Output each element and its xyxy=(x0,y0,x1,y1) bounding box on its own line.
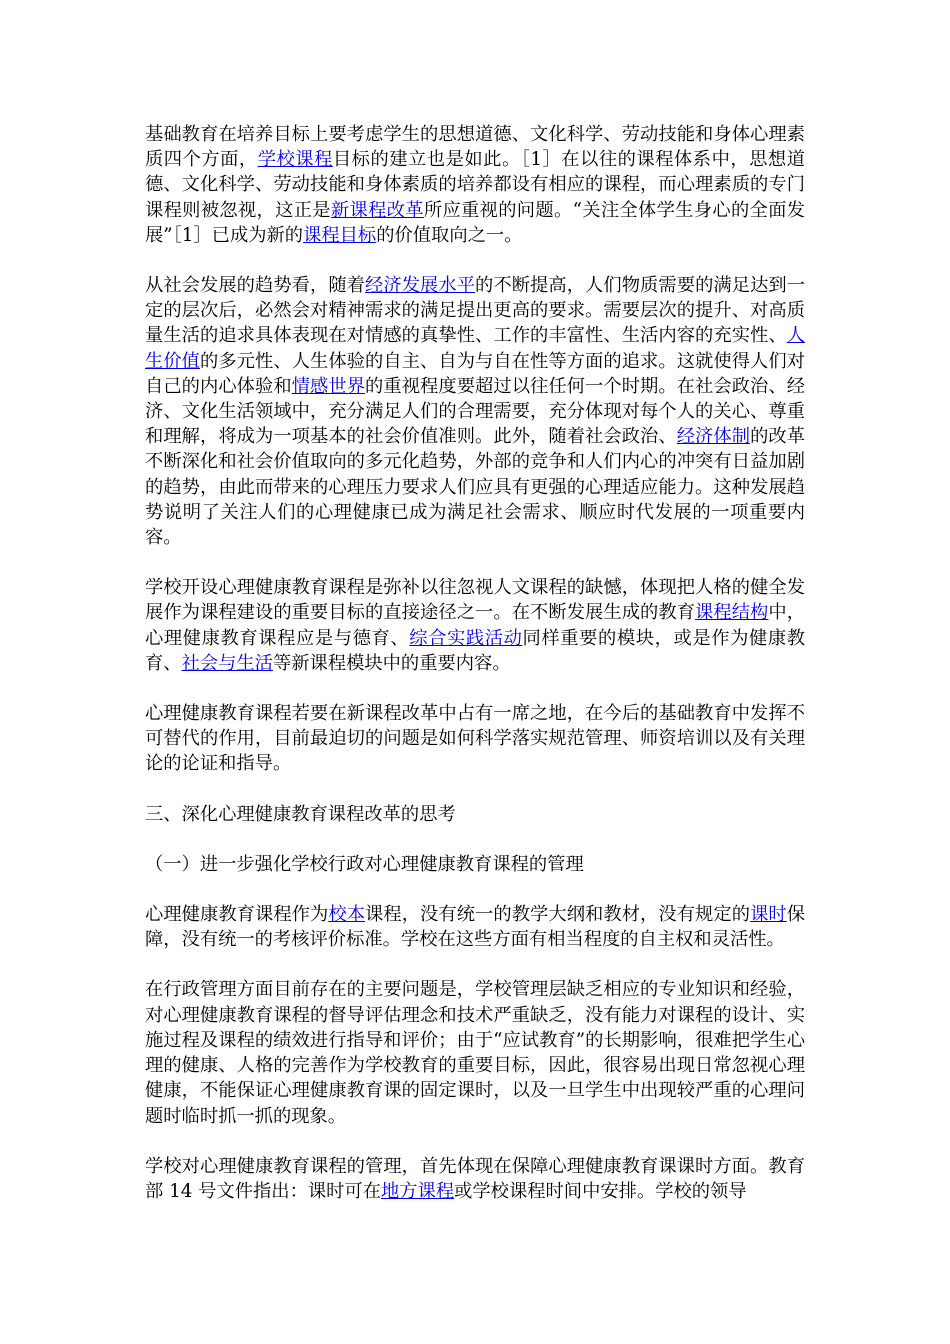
text-run: 基础教育在培养目标上要考虑学生的思想道德、文化科学、劳动技能和身体心理素质四个方面， xyxy=(145,124,805,171)
text-run: 从社会发展的趋势看，随着 xyxy=(145,275,366,297)
paragraph-3 xyxy=(145,575,805,676)
text-run: 的价值取向之一。 xyxy=(376,224,523,246)
link-school-based[interactable]: 校本 xyxy=(328,904,366,926)
link-new-curriculum-reform[interactable]: 新课程改革 xyxy=(330,199,424,221)
text-run: 的多元性、人生体验的自主、自为与自在性等方面的追求。这就使得人们对自己的内心体验和 xyxy=(145,350,806,397)
paragraph-7 xyxy=(145,1154,805,1204)
text-run: 的改革不断深化和社会价值取向的多元化趋势，外部的竞争和人们内心的冲突有日益加剧的趋势，由此而带来的心理压力要求人们应具有更强的心理适应能力。这种发展趋势说明了关注人们的心理健康已成为满足社会需求、顺应时代发展的一项重要内容。 xyxy=(145,426,806,549)
text-run: 学校开设心理健康教育课程是弥补以往忽视人文课程的缺憾，体现把人格的健全发展作为课程建设的重要目标的直接途径之一。在不断发展生成的教育 xyxy=(145,577,805,624)
link-school-curriculum[interactable]: 学校课程 xyxy=(257,149,333,171)
text-run: 心理健康教育课程作为 xyxy=(145,904,329,926)
text-run: 的不断提高，人们物质需要的满足达到一定的层次后，必然会对精神需求的满足提出更高的要求。需要层次的提升、对高质量生活的追求具体表现在对情感的真挚性、工作的丰富性、生活内容的充实性、 xyxy=(145,275,806,347)
text-run: 在行政管理方面目前存在的主要问题是，学校管理层缺乏相应的专业知识和经验，对心理健康教育课程的督导评估理念和技术严重缺乏，没有能力对课程的设计、实施过程及课程的绩效进行指导和评价；由于“应试教育”的长期影响，很难把学生心理的健康、人格的完善作为学校教育的重要目标，因此，很容易出现日常忽视心理健康，不能保证心理健康教育课的固定课时，以及一旦学生中出现较严重的心理问题时临时抓一抓的现象。 xyxy=(145,979,805,1127)
text-run: 同样重要的模块，或是作为健康教育、 xyxy=(145,627,806,674)
link-local-curriculum[interactable]: 地方课程 xyxy=(380,1180,455,1202)
link-society-and-life[interactable]: 社会与生活 xyxy=(181,652,273,674)
heading-text: （一）进一步强化学校行政对心理健康教育课程的管理 xyxy=(145,853,584,875)
text-run: 目标的建立也是如此。［1］在以往的课程体系中，思想道德、文化科学、劳动技能和身体素质的培养都设有相应的课程，而心理素质的专门课程则被忽视，这正是 xyxy=(145,149,806,221)
link-curriculum-structure[interactable]: 课程结构 xyxy=(695,602,769,624)
text-run: 保障，没有统一的考核评价标准。学校在这些方面有相当程度的自主权和灵活性。 xyxy=(145,904,806,951)
subsection-heading xyxy=(145,852,805,877)
section-heading xyxy=(145,802,805,827)
text-run: 中，心理健康教育课程应是与德育、 xyxy=(145,602,806,649)
text-run: 等新课程模块中的重要内容。 xyxy=(272,652,511,674)
link-economic-system[interactable]: 经济体制 xyxy=(676,426,751,448)
link-emotional-world[interactable]: 情感世界 xyxy=(291,375,366,397)
text-run: 心理健康教育课程若要在新课程改革中占有一席之地，在今后的基础教育中发挥不可替代的作用，目前最迫切的问题是如何科学落实规范管理、师资培训以及有关理论的论证和指导。 xyxy=(145,703,805,775)
text-run: 学校对心理健康教育课程的管理，首先体现在保障心理健康教育课课时方面。教育部 14 号文件指出：课时可在 xyxy=(145,1155,805,1202)
paragraph-1 xyxy=(145,122,805,248)
paragraph-4 xyxy=(145,701,805,777)
text-run: 或学校课程时间中安排。学校的领导 xyxy=(454,1180,747,1202)
link-curriculum-goals[interactable]: 课程目标 xyxy=(303,224,377,246)
link-life-value[interactable]: 人生价值 xyxy=(145,325,805,372)
document-page xyxy=(145,122,805,1229)
paragraph-6 xyxy=(145,977,805,1128)
text-run: 的重视程度要超过以往任何一个时期。在社会政治、经济、文化生活领域中，充分满足人们的合理需要，充分体现对每个人的关心、尊重和理解，将成为一项基本的社会价值准则。此外，随着社会政治、 xyxy=(145,375,806,448)
text-run: 所应重视的问题。“关注全体学生身心的全面发展”［1］已成为新的 xyxy=(145,199,805,246)
link-economic-development-level[interactable]: 经济发展水平 xyxy=(365,275,476,297)
text-run: 课程，没有统一的教学大纲和教材，没有规定的 xyxy=(365,904,751,926)
link-class-hours[interactable]: 课时 xyxy=(750,904,787,926)
paragraph-5 xyxy=(145,902,805,952)
heading-text: 三、深化心理健康教育课程改革的思考 xyxy=(145,803,456,825)
paragraph-2 xyxy=(145,273,805,550)
link-integrated-practice-activities[interactable]: 综合实践活动 xyxy=(409,627,523,649)
